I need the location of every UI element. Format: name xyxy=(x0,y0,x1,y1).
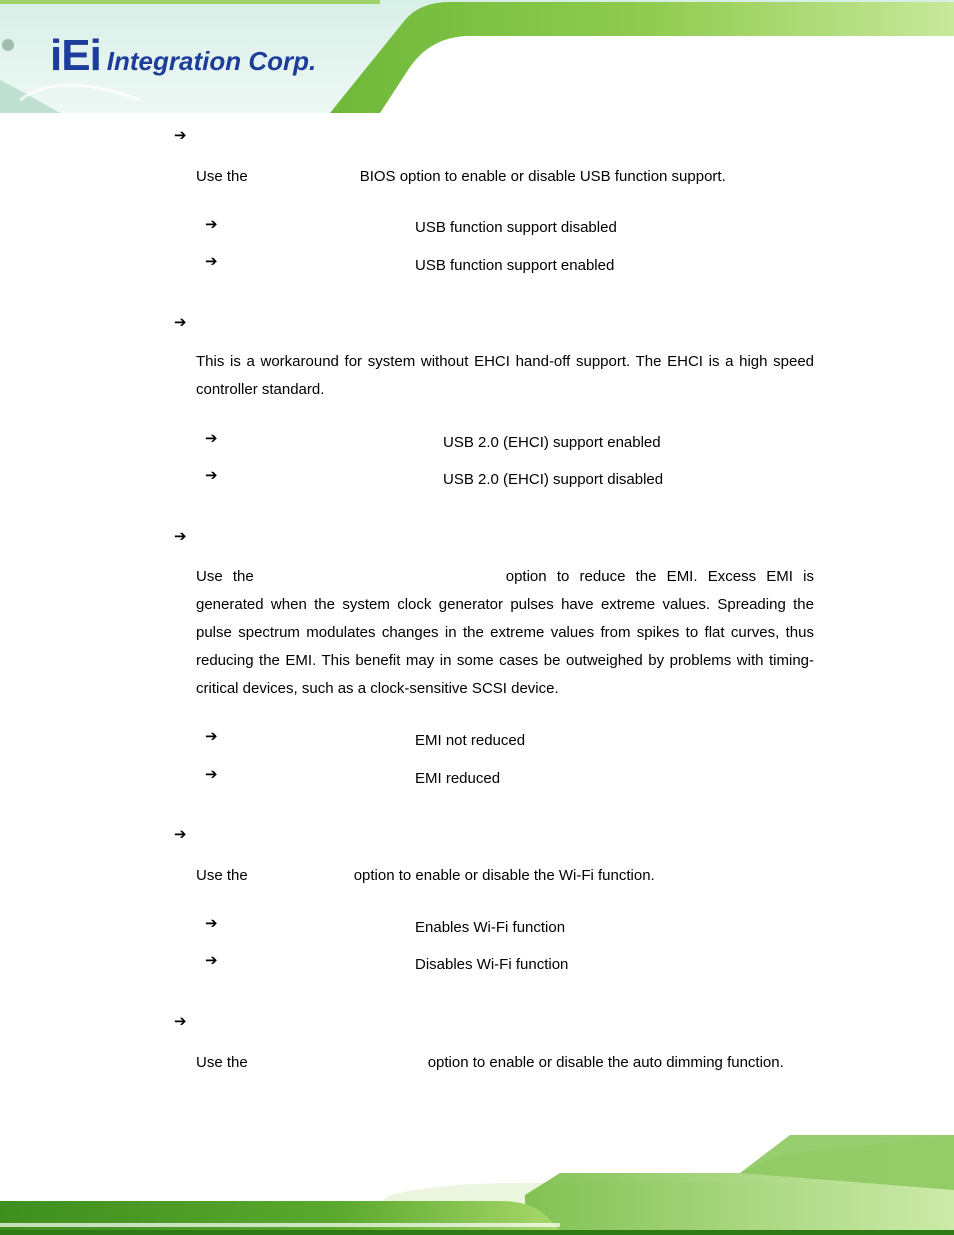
option-arrow-icon: ➔ xyxy=(205,727,218,745)
company-logo xyxy=(50,28,316,78)
section-3-option-2-description: EMI reduced xyxy=(415,770,501,787)
section-2-option-2-description: USB 2.0 (EHCI) support disabled xyxy=(443,471,664,488)
section-3-option-1-description: EMI not reduced xyxy=(415,732,526,749)
section-arrow-icon: ➔ xyxy=(174,313,187,331)
option-arrow-icon: ➔ xyxy=(205,951,218,969)
section-arrow-icon: ➔ xyxy=(174,825,187,843)
section-2-body: This is a workaround for system without EHCI hand-off support. The EHCI is a high speed controller standard. xyxy=(196,353,814,398)
section-arrow-icon: ➔ xyxy=(174,1012,187,1030)
section-5-body: Use the option to enable or disable the auto dimming function. xyxy=(196,1054,784,1071)
section-4-body: Use the option to enable or disable the Wi-Fi function. xyxy=(196,867,655,884)
logo-mark: iEi xyxy=(50,31,101,80)
option-arrow-icon: ➔ xyxy=(205,215,218,233)
section-1-option-1-description: USB function support disabled xyxy=(415,219,617,236)
section-3-body: Use the option to reduce the EMI. Excess EMI is generated when the system clock generator pulses have extreme values. Spreading the pulse spectrum modulates changes in the extreme values from spikes to flat curves, thus reducing the EMI. This benefit may in some cases be outweighed by problems with timing-critical devices, such as a clock-sensitive SCSI device. xyxy=(196,568,819,697)
option-arrow-icon: ➔ xyxy=(205,252,218,270)
option-arrow-icon: ➔ xyxy=(205,429,218,447)
section-arrow-icon: ➔ xyxy=(174,527,187,545)
option-arrow-icon: ➔ xyxy=(205,466,218,484)
footer-green-band xyxy=(0,1135,954,1235)
option-arrow-icon: ➔ xyxy=(205,765,218,783)
section-4-option-1-description: Enables Wi-Fi function xyxy=(415,919,566,936)
section-1-body: Use the BIOS option to enable or disable USB function support. xyxy=(196,168,726,185)
section-1-option-2-description: USB function support enabled xyxy=(415,257,615,274)
section-arrow-icon: ➔ xyxy=(174,126,187,144)
option-arrow-icon: ➔ xyxy=(205,914,218,932)
section-4-option-2-description: Disables Wi-Fi function xyxy=(415,956,569,973)
section-2-option-1-description: USB 2.0 (EHCI) support enabled xyxy=(443,434,661,451)
logo-text: Integration Corp. xyxy=(106,46,317,76)
